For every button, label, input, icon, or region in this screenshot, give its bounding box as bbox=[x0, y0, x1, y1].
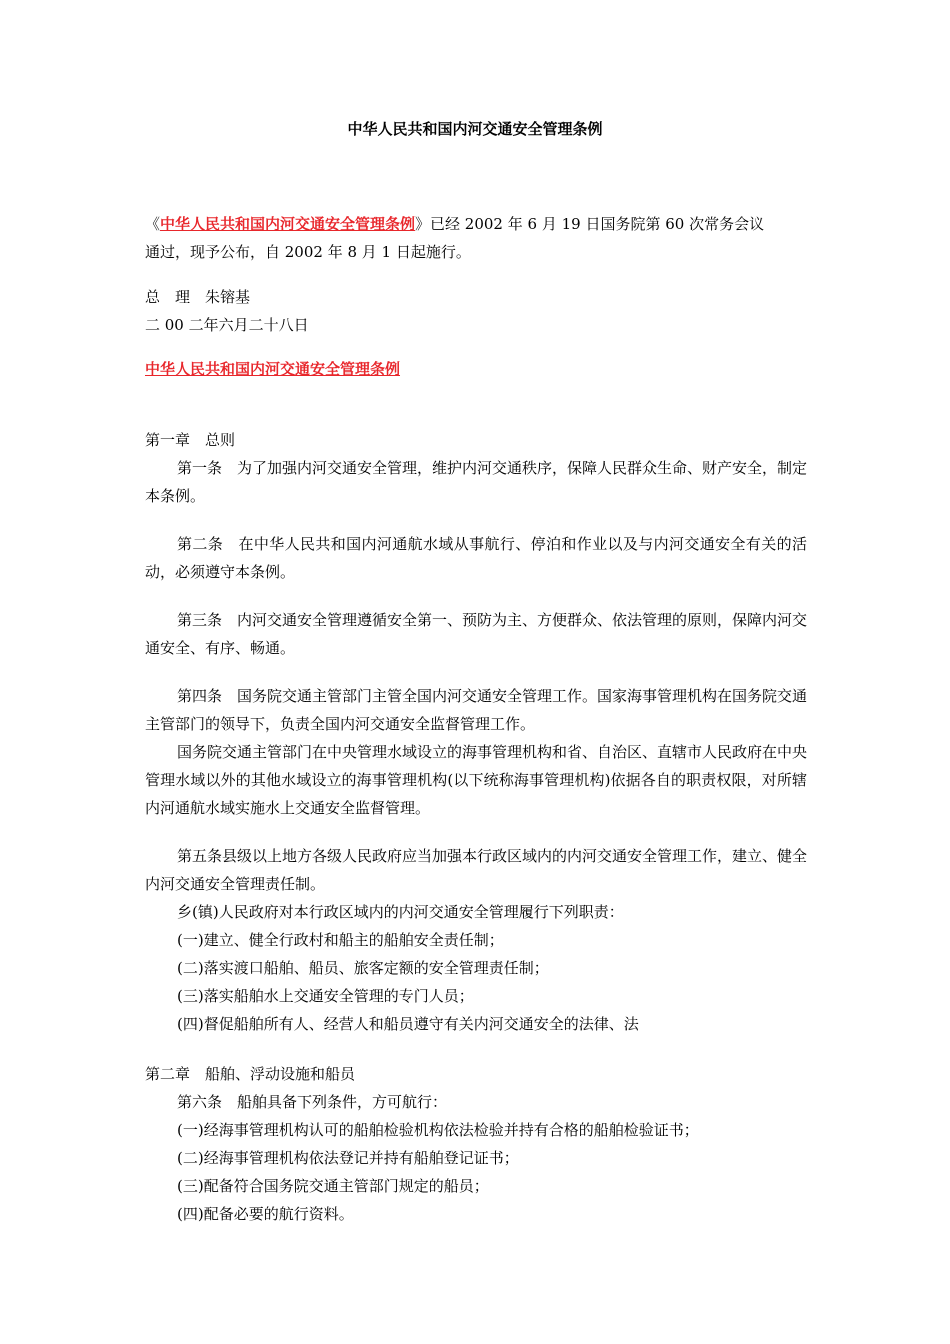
subtitle-block bbox=[145, 355, 807, 383]
chapter-2 bbox=[145, 1060, 807, 1228]
intro-line-1 bbox=[145, 210, 807, 238]
article-4-para-1: 第四条 国务院交通主管部门主管全国内河交通安全管理工作。国家海事管理机构在国务院交通主管部门的领导下，负责全国内河交通安全监督管理工作。 bbox=[145, 687, 808, 733]
article-4-para-2: 国务院交通主管部门在中央管理水域设立的海事管理机构和省、自治区、直辖市人民政府在中央管理水域以外的其他水域设立的海事管理机构(以下统称海事管理机构)依据各自的职责权限，对所辖内河通航水域实施水上交通安全监督管理。 bbox=[145, 743, 808, 817]
intro-line-2: 通过，现予公布，自 2002 年 8 月 1 日起施行。 bbox=[145, 243, 471, 261]
regulation-link[interactable]: 中华人民共和国内河交通安全管理条例 bbox=[160, 215, 416, 233]
chapter-1 bbox=[145, 426, 807, 1038]
signature-date: 二 00 二年六月二十八日 bbox=[145, 316, 309, 334]
document-title: 中华人民共和国内河交通安全管理条例 bbox=[347, 120, 603, 138]
article-6-item-1: (一)经海事管理机构认可的船舶检验机构依法检验并持有合格的船舶检验证书； bbox=[177, 1121, 699, 1139]
article-3: 第三条 内河交通安全管理遵循安全第一、预防为主、方便群众、依法管理的原则，保障内河交通安全、有序、畅通。 bbox=[145, 611, 808, 657]
article-5-item-2: (二)落实渡口船舶、船员、旅客定额的安全管理责任制； bbox=[177, 959, 549, 977]
article-6-item-4: (四)配备必要的航行资料。 bbox=[177, 1205, 354, 1223]
article-6-item-2: (二)经海事管理机构依法登记并持有船舶登记证书； bbox=[177, 1149, 519, 1167]
open-quote: 《 bbox=[145, 215, 161, 233]
article-6: 第六条 船舶具备下列条件，方可航行： bbox=[177, 1093, 448, 1111]
premier-signature: 总 理 朱镕基 bbox=[145, 288, 251, 306]
article-2: 第二条 在中华人民共和国内河通航水域从事航行、停泊和作业以及与内河交通安全有关的活动，必须遵守本条例。 bbox=[145, 535, 807, 581]
regulation-subtitle-link[interactable]: 中华人民共和国内河交通安全管理条例 bbox=[145, 360, 401, 378]
article-5-para-1: 第五条县级以上地方各级人民政府应当加强本行政区域内的内河交通安全管理工作，建立、健全内河交通安全管理责任制。 bbox=[145, 847, 808, 893]
signature-block bbox=[145, 283, 807, 339]
intro-paragraph bbox=[145, 210, 807, 266]
article-6-item-3: (三)配备符合国务院交通主管部门规定的船员； bbox=[177, 1177, 489, 1195]
article-5-item-3: (三)落实船舶水上交通安全管理的专门人员； bbox=[177, 987, 474, 1005]
article-5-item-1: (一)建立、健全行政村和船主的船舶安全责任制； bbox=[177, 931, 504, 949]
chapter-2-heading: 第二章 船舶、浮动设施和船员 bbox=[145, 1065, 356, 1083]
intro-rest: 》已经 2002 年 6 月 19 日国务院第 60 次常务会议 bbox=[415, 215, 765, 233]
chapter-1-heading: 第一章 总则 bbox=[145, 431, 236, 449]
article-5-item-4: (四)督促船舶所有人、经营人和船员遵守有关内河交通安全的法律、法 bbox=[177, 1015, 639, 1033]
article-1: 第一条 为了加强内河交通安全管理，维护内河交通秩序，保障人民群众生命、财产安全，制定本条例。 bbox=[145, 459, 808, 505]
article-5-para-2: 乡(镇)人民政府对本行政区域内的内河交通安全管理履行下列职责： bbox=[177, 903, 624, 921]
